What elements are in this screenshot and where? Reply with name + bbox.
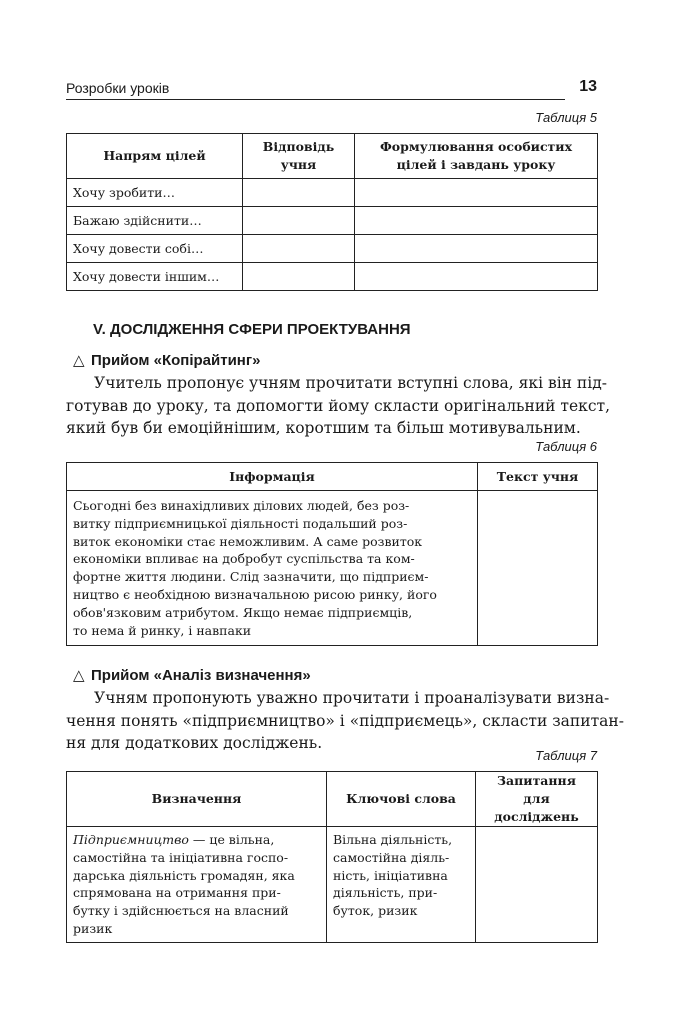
table7-definition-cell xyxy=(67,827,327,943)
table7-header-definition: Визначення xyxy=(67,772,327,827)
table5-empty-cell xyxy=(355,263,598,291)
table5-empty-cell xyxy=(355,179,598,207)
paragraph-line: готував до уроку, та допомогти йому скласти оригінальний текст, xyxy=(66,396,611,415)
table7-header-keywords: Ключові слова xyxy=(327,772,476,827)
cell-line: спрямована на отримання при- xyxy=(73,885,281,901)
cell-line: ність, ініціативна xyxy=(333,867,448,883)
table-row xyxy=(67,263,598,291)
triangle-icon: △ xyxy=(73,352,85,369)
table5-header-answer: Відповідь учня xyxy=(243,134,355,179)
table7-header-questions: Запитання для досліджень xyxy=(476,772,598,827)
cell-line: дарська діяльність громадян, яка xyxy=(73,867,295,883)
running-header-section: Розробки уроків xyxy=(66,80,170,96)
table5-empty-cell xyxy=(355,235,598,263)
method-title: Прийом «Аналіз визначення» xyxy=(91,667,311,684)
cell-line: буток, ризик xyxy=(333,903,418,919)
paragraph-line: який був би емоційнішим, коротшим та більш мотивувальним. xyxy=(66,419,581,437)
paragraph-definition xyxy=(66,687,624,755)
table5-empty-cell xyxy=(243,235,355,263)
page-number: 13 xyxy=(579,78,597,95)
triangle-icon: △ xyxy=(73,667,85,684)
table-row xyxy=(67,179,598,207)
method-heading-copywriting xyxy=(73,351,260,369)
table5-caption: Таблиця 5 xyxy=(535,110,597,125)
method-heading-definition xyxy=(73,666,311,684)
section-title: V. ДОСЛІДЖЕННЯ СФЕРИ ПРОЕКТУВАННЯ xyxy=(93,321,411,338)
definition-text: — це вільна, xyxy=(188,832,275,847)
running-header xyxy=(66,78,597,100)
table6-header-student-text: Текст учня xyxy=(478,463,598,491)
table7 xyxy=(66,771,598,943)
cell-line: витку підприємницької діяльності подальший роз- xyxy=(73,515,408,531)
cell-line: фортне життя людини. Слід зазначити, що підприєм- xyxy=(73,569,429,585)
table5-empty-cell xyxy=(243,263,355,291)
table7-header-row xyxy=(67,772,598,827)
table-row xyxy=(67,827,598,943)
cell-line: Сьогодні без винахідливих ділових людей, без роз- xyxy=(73,498,410,513)
table6-caption: Таблиця 6 xyxy=(535,439,597,454)
definition-term: Підприємництво xyxy=(73,832,189,847)
cell-line: то нема й ринку, і навпаки xyxy=(73,622,252,638)
table7-caption: Таблиця 7 xyxy=(535,748,597,763)
table7-empty-cell xyxy=(476,827,598,943)
table5-empty-cell xyxy=(243,179,355,207)
cell-line: Вільна діяльність, xyxy=(333,832,453,847)
paragraph-line: Учням пропонують уважно прочитати і проаналізувати визна- xyxy=(94,689,610,707)
table6-empty-cell xyxy=(478,491,598,646)
paragraph-line: Учитель пропонує учням прочитати вступні слова, які він під- xyxy=(94,374,608,392)
table5-row-label: Бажаю здійснити… xyxy=(67,207,243,235)
table-row xyxy=(67,207,598,235)
cell-line: діяльність, при- xyxy=(333,885,438,901)
table7-keywords-cell xyxy=(327,827,476,943)
table5-row-label: Хочу зробити… xyxy=(67,179,243,207)
cell-line: економіки впливає на добробут суспільства та ком- xyxy=(73,551,415,567)
table6-info-cell xyxy=(67,491,478,646)
paragraph-copywriting xyxy=(66,372,611,440)
table5-header-direction: Напрям цілей xyxy=(67,134,243,179)
cell-line: виток економіки стає неможливим. А саме розвиток xyxy=(73,533,423,549)
paragraph-line: чення понять «підприємництво» і «підприємець», скласти запитан- xyxy=(66,711,624,730)
table5-header-row xyxy=(67,134,598,179)
cell-line: бутку і здійснюється на власний xyxy=(73,903,289,919)
method-title: Прийом «Копірайтинг» xyxy=(91,352,261,369)
cell-line: самостійна та ініціативна госпо- xyxy=(73,849,289,865)
table5-header-formulation: Формулювання особистих цілей і завдань уроку xyxy=(355,134,598,179)
cell-line xyxy=(73,831,320,849)
table5-row-label: Хочу довести іншим… xyxy=(67,263,243,291)
table5 xyxy=(66,133,598,291)
header-rule xyxy=(66,99,565,100)
cell-line: ництво є необхідною визначальною рисою ринку, його xyxy=(73,586,437,602)
table5-empty-cell xyxy=(355,207,598,235)
table5-row-label: Хочу довести собі… xyxy=(67,235,243,263)
cell-line: обов'язковим атрибутом. Якщо немає підприємців, xyxy=(73,604,413,620)
paragraph-line: ня для додаткових досліджень. xyxy=(66,734,323,752)
table6-header-info: Інформація xyxy=(67,463,478,491)
table6-header-row xyxy=(67,463,598,491)
table5-empty-cell xyxy=(243,207,355,235)
table-row xyxy=(67,491,598,646)
cell-line: ризик xyxy=(73,920,113,936)
table-row xyxy=(67,235,598,263)
cell-line: самостійна діяль- xyxy=(333,849,450,865)
table6 xyxy=(66,462,598,646)
